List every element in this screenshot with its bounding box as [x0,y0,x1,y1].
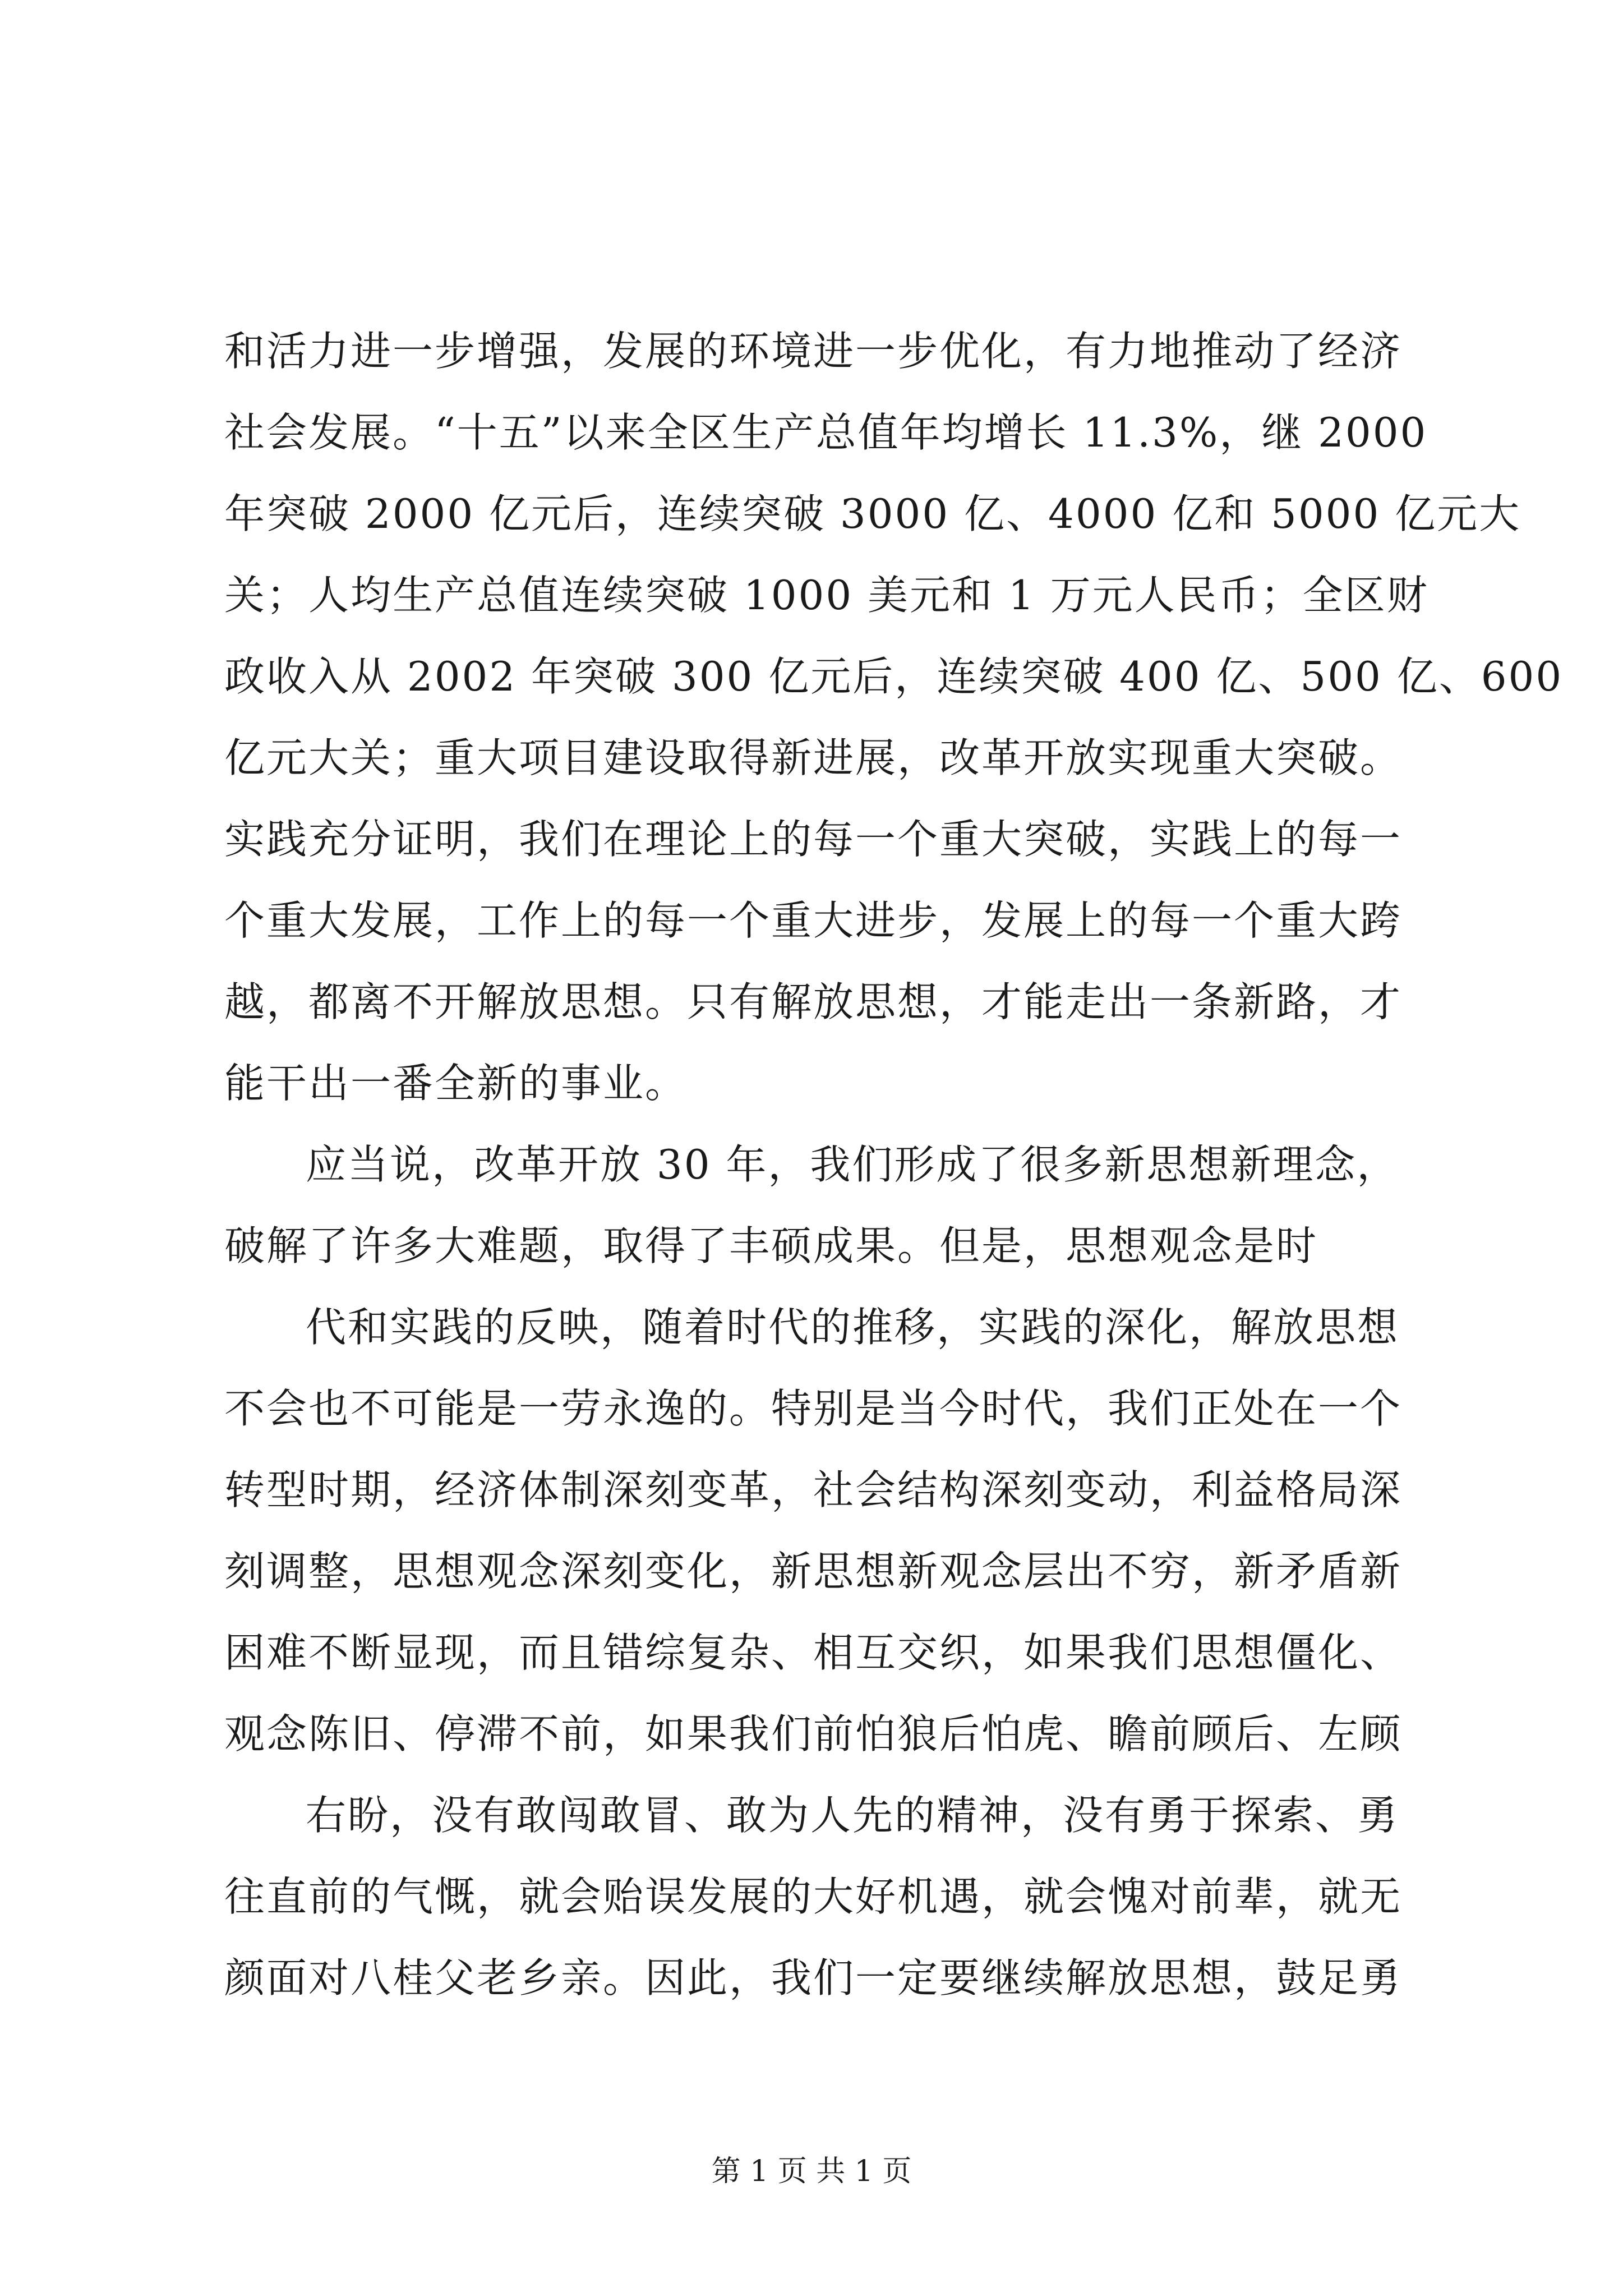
text-line: 不会也不可能是一劳永逸的。特别是当今时代，我们正处在一个 [224,1385,1403,1432]
text-line: 破解了许多大难题，取得了丰硕成果。但是，思想观念是时 [224,1222,1318,1269]
text-line: 越，都离不开解放思想。只有解放思想，才能走出一条新路，才 [224,978,1403,1025]
text-line: 亿元大关；重大项目建设取得新进展，改革开放实现重大突破。 [224,734,1403,781]
text-line: 和活力进一步增强，发展的环境进一步优化，有力地推动了经济 [224,328,1403,375]
text-line: 个重大发展，工作上的每一个重大进步，发展上的每一个重大跨 [224,897,1403,944]
text-line: 刻调整，思想观念深刻变化，新思想新观念层出不穷，新矛盾新 [224,1548,1403,1595]
text-line: 能干出一番全新的事业。 [224,1060,688,1107]
text-line: 观念陈旧、停滞不前，如果我们前怕狼后怕虎、瞻前顾后、左顾 [224,1710,1403,1757]
text-line: 政收入从 2002 年突破 300 亿元后，连续突破 400 亿、500 亿、600 [224,653,1564,700]
page-number-footer: 第 1 页 共 1 页 [711,2155,912,2188]
text-line: 实践充分证明，我们在理论上的每一个重大突破，实践上的每一 [224,816,1403,863]
text-line: 往直前的气慨，就会贻误发展的大好机遇，就会愧对前辈，就无 [224,1873,1403,1920]
text-line: 颜面对八桂父老乡亲。因此，我们一定要继续解放思想，鼓足勇 [224,1954,1403,2001]
text-line: 困难不断显现，而且错综复杂、相互交织，如果我们思想僵化、 [224,1629,1403,1676]
text-line: 关；人均生产总值连续突破 1000 美元和 1 万元人民币；全区财 [224,572,1429,619]
text-line: 年突破 2000 亿元后，连续突破 3000 亿、4000 亿和 5000 亿元大 [224,490,1521,537]
text-line: 右盼，没有敢闯敢冒、敢为人先的精神，没有勇于探索、勇 [306,1792,1400,1839]
text-line: 应当说，改革开放 30 年，我们形成了很多新思想新理念， [306,1141,1399,1188]
text-line: 代和实践的反映，随着时代的推移，实践的深化，解放思想 [306,1304,1400,1351]
text-line: 转型时期，经济体制深刻变革，社会结构深刻变动，利益格局深 [224,1466,1403,1513]
text-line: 社会发展。“十五”以来全区生产总值年均增长 11.3%，继 2000 [224,409,1428,456]
